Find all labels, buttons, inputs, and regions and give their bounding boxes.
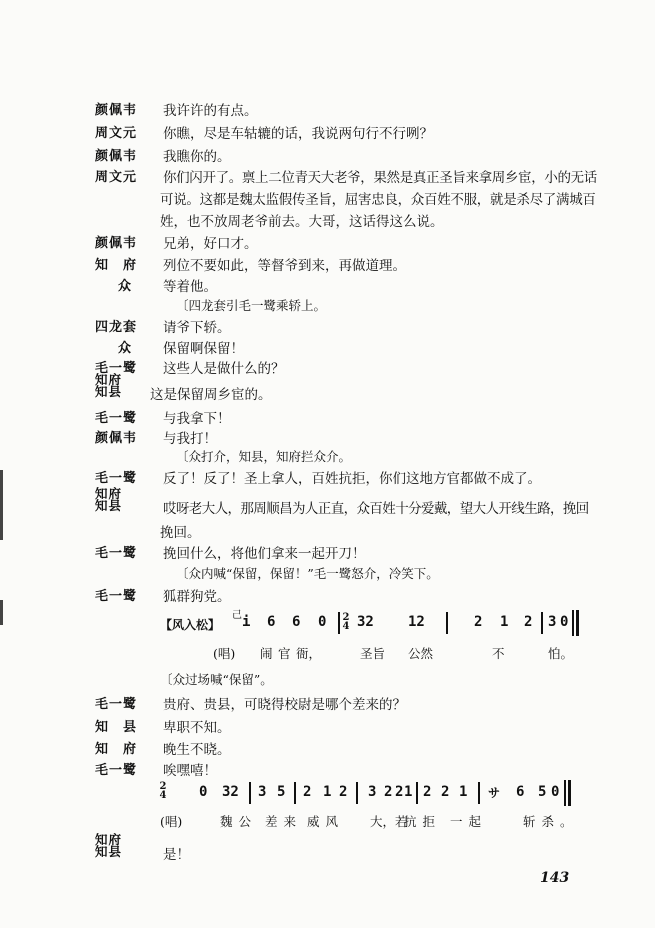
- speaker-name: 毛一鹭: [95, 546, 138, 561]
- music-note: 6: [516, 784, 525, 800]
- music-note: 2: [339, 784, 348, 800]
- dialogue-line-continued: [0, 185, 655, 207]
- speaker-name: 众: [118, 341, 132, 356]
- line-text: 你瞧，尽是车轱辘的话，我说两句行不行咧？: [163, 126, 433, 142]
- music-score-1: [0, 606, 655, 664]
- bar-line: [294, 782, 296, 804]
- music-note: 3: [368, 784, 377, 800]
- speaker-top: 知府: [95, 372, 123, 387]
- music-note: 5: [277, 784, 286, 800]
- line-text: 挽回。: [160, 525, 201, 541]
- dialogue-line-continued: [0, 518, 655, 540]
- speaker-name: 毛一鹭: [95, 589, 138, 604]
- bar-line: [249, 782, 251, 804]
- final-bar-line: [572, 610, 574, 636]
- speaker-top: 知府: [95, 832, 123, 847]
- line-text: 我瞧你的。: [163, 149, 231, 165]
- speaker-name: 毛一鹭: [95, 763, 138, 778]
- music-score-2: [0, 776, 655, 828]
- music-note: 5: [538, 784, 547, 800]
- line-text: 这是保留周乡宦的。: [150, 387, 272, 403]
- speaker-bottom: 知县: [95, 844, 123, 859]
- dialogue-line: [0, 424, 655, 446]
- tune-label: 【风入松】: [160, 618, 221, 632]
- page-number: 143: [540, 870, 570, 886]
- lyric: 差来: [265, 814, 303, 829]
- line-text: 与我打！: [163, 431, 217, 447]
- line-text: 列位不要如此，等督爷到来，再做道理。: [163, 258, 406, 274]
- lyric: 不: [492, 646, 505, 661]
- time-num: 2: [159, 781, 167, 792]
- music-note: 0: [560, 614, 569, 630]
- music-note: 6: [292, 614, 301, 630]
- stage-direction-text: 〔众内喊“保留，保留！”毛一鹭怒介，冷笑下。: [176, 566, 439, 581]
- line-text: 晚生不晓。: [163, 742, 231, 758]
- bar-line: [446, 612, 448, 634]
- music-note: 0: [199, 784, 208, 800]
- speaker-name: 知 府: [95, 742, 138, 757]
- stage-direction: [0, 561, 655, 583]
- dialogue-line: [0, 539, 655, 561]
- dialogue-line: [0, 713, 655, 735]
- speaker-name: 周文元: [95, 170, 138, 185]
- speaker-name: 毛一鹭: [95, 697, 138, 712]
- speaker-name: 知 县: [95, 720, 138, 735]
- music-note: 2: [303, 784, 312, 800]
- speaker-name: 众: [118, 279, 132, 294]
- line-text: 你们闪开了。禀上二位青天大老爷，果然是真正圣旨来拿周乡宦，小的无话: [163, 170, 597, 186]
- music-note: 6: [267, 614, 276, 630]
- music-note: 1: [323, 784, 332, 800]
- dialogue-line: [0, 334, 655, 356]
- stage-direction: [0, 293, 655, 315]
- stage-direction-text: 〔众打介，知县，知府拦众介。: [176, 449, 352, 464]
- lyric: 威风: [307, 814, 345, 829]
- music-note: 1: [500, 614, 509, 630]
- dialogue-line: [0, 251, 655, 273]
- time-signature: [158, 782, 168, 800]
- stage-direction-text: 〔四龙套引毛一鹭乘轿上。: [176, 298, 327, 313]
- dialogue-line: [0, 142, 655, 164]
- lyric: 大，若: [370, 814, 408, 829]
- dialogue-line: [0, 404, 655, 426]
- speaker-name: 毛一鹭: [95, 361, 138, 376]
- speaker-bottom: 知县: [95, 498, 123, 513]
- final-bar-line: [576, 610, 579, 636]
- line-text: 兄弟，好口才。: [163, 236, 258, 252]
- line-text: 唉嘿嘻！: [163, 763, 217, 779]
- dialogue-line: [0, 119, 655, 141]
- music-note: 0: [318, 614, 327, 630]
- line-text: 挽回什么，将他们拿来一起开刀！: [163, 546, 366, 562]
- lyric: (唱): [213, 646, 236, 661]
- music-note: 32: [357, 614, 374, 630]
- line-text: 这些人是做什么的？: [163, 361, 285, 377]
- line-text: 与我拿下！: [163, 411, 231, 427]
- music-note: 2: [524, 614, 533, 630]
- speaker-name: 毛一鹭: [95, 411, 138, 426]
- music-note: 1: [404, 784, 413, 800]
- dialogue-line: [0, 464, 655, 486]
- music-note: 2: [384, 784, 393, 800]
- key-mark: 己: [232, 610, 242, 621]
- lyric: 衙，: [296, 646, 322, 661]
- dialogue-line: [0, 735, 655, 757]
- lyric: (唱): [160, 814, 183, 829]
- lyric: 公然: [408, 646, 434, 661]
- lyric: 圣旨: [360, 646, 386, 661]
- music-note: サ: [488, 786, 501, 800]
- music-note: 0: [551, 784, 560, 800]
- lyric: 抗拒: [404, 814, 442, 829]
- lyric: 斩杀。: [523, 814, 579, 829]
- line-text: 姓，也不放周老爷前去。大哥，这话得这么说。: [160, 214, 444, 230]
- music-note: 3: [258, 784, 267, 800]
- dialogue-line: [0, 272, 655, 294]
- lyric: 一起: [450, 814, 488, 829]
- speaker-name-stacked: [95, 374, 157, 398]
- time-num: 2: [342, 612, 350, 623]
- speaker-name-stacked: [95, 834, 157, 858]
- speaker-name-stacked: [95, 488, 157, 512]
- lyric: 官: [278, 646, 291, 661]
- line-text: 我许许的有点。: [163, 103, 258, 119]
- dialogue-line: [0, 372, 655, 403]
- dialogue-line: [0, 582, 655, 604]
- dialogue-line: [0, 163, 655, 185]
- music-note: i: [242, 614, 251, 630]
- speaker-top: 知府: [95, 486, 123, 501]
- line-text: 请爷下轿。: [163, 320, 231, 336]
- dialogue-line: [0, 96, 655, 118]
- stage-direction: [0, 667, 655, 689]
- speaker-name: 周文元: [95, 126, 138, 141]
- music-note: 2: [423, 784, 432, 800]
- line-text: 卑职不知。: [163, 720, 231, 736]
- stage-direction-text: 〔众过场喊“保留”。: [160, 672, 273, 687]
- music-note: 12: [408, 614, 425, 630]
- lyric: 怕。: [548, 646, 574, 661]
- stage-direction: [0, 444, 655, 466]
- speaker-name: 毛一鹭: [95, 471, 138, 486]
- speaker-name: 颜佩韦: [95, 103, 138, 118]
- speaker-name: 四龙套: [95, 320, 138, 335]
- lyric: 闹: [260, 646, 273, 661]
- music-note: 2: [441, 784, 450, 800]
- line-text: 可说。这都是魏太监假传圣旨，屈害忠良，众百姓不服，就是杀尽了满城百: [160, 192, 596, 208]
- music-note: 2: [395, 784, 404, 800]
- line-text: 等着他。: [163, 279, 217, 295]
- bar-line: [416, 782, 418, 804]
- bar-line: [338, 612, 340, 634]
- lyric: 魏公: [220, 814, 258, 829]
- final-bar-line: [568, 780, 571, 806]
- bar-line: [478, 782, 480, 804]
- music-note: 32: [222, 784, 239, 800]
- music-note: 1: [459, 784, 468, 800]
- speaker-name: 知 府: [95, 258, 138, 273]
- dialogue-line: [0, 832, 655, 863]
- bar-line: [541, 612, 543, 634]
- speaker-name: 颜佩韦: [95, 149, 138, 164]
- time-den: 4: [342, 621, 350, 632]
- line-text: 贵府、贵县，可晓得校尉是哪个差来的？: [163, 697, 406, 713]
- dialogue-line: [0, 229, 655, 251]
- final-bar-line: [564, 780, 566, 806]
- speaker-bottom: 知县: [95, 384, 123, 399]
- dialogue-line-continued: [0, 207, 655, 229]
- dialogue-line: [0, 313, 655, 335]
- dialogue-line: [0, 690, 655, 712]
- line-text: 狐群狗党。: [163, 589, 231, 605]
- time-den: 4: [159, 790, 167, 801]
- dialogue-line: [0, 486, 655, 517]
- bar-line: [356, 782, 358, 804]
- line-text: 保留啊保留！: [163, 341, 244, 357]
- line-text: 是！: [163, 847, 190, 863]
- speaker-name: 颜佩韦: [95, 236, 138, 251]
- dialogue-line: [0, 756, 655, 778]
- time-signature: [341, 613, 351, 631]
- music-note: 2: [474, 614, 483, 630]
- speaker-name: 颜佩韦: [95, 431, 138, 446]
- line-text: 反了！反了！圣上拿人，百姓抗拒，你们这地方官都做不成了。: [163, 471, 541, 487]
- line-text: 哎呀老大人，那周顺昌为人正直，众百姓十分爱戴，望大人开线生路，挽回: [163, 501, 589, 517]
- music-note: 3: [548, 614, 557, 630]
